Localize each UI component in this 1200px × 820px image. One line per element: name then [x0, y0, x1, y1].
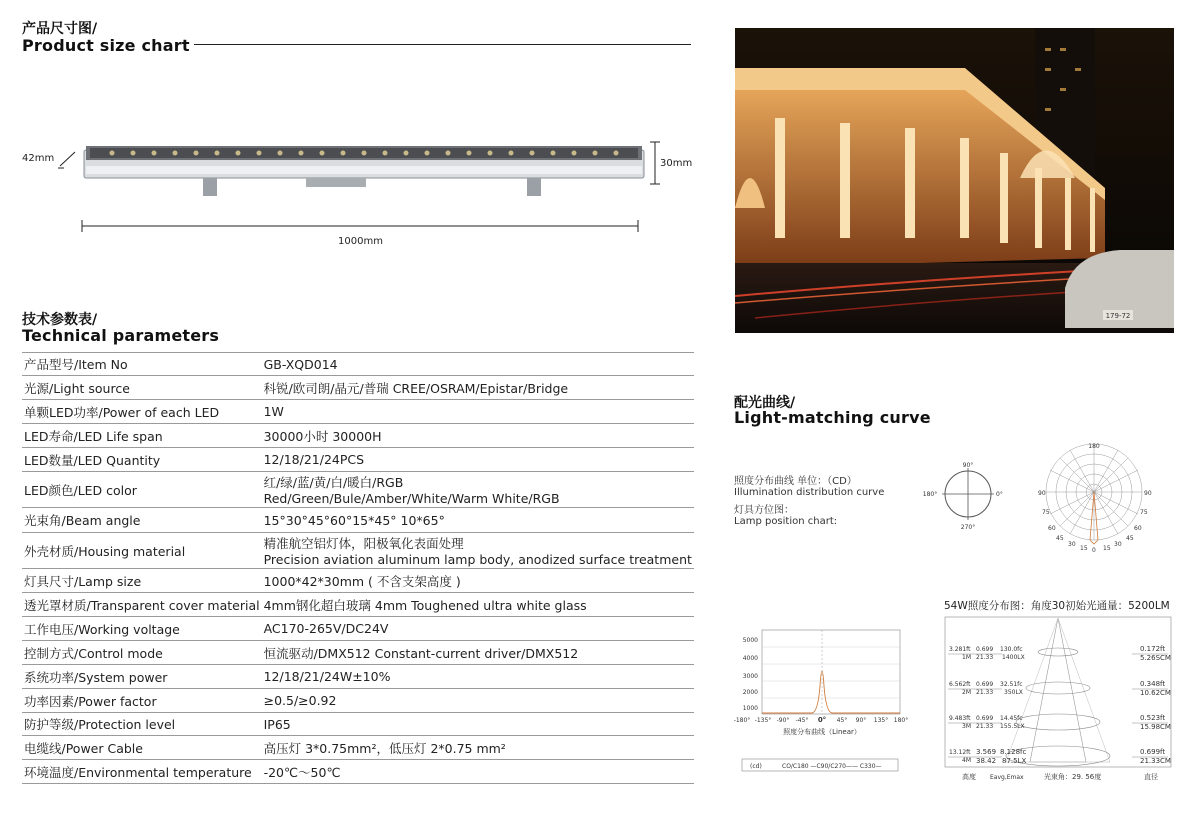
cone-chart-title: 54W照度分布图：角度30初始光通量：5200LM — [944, 600, 1170, 612]
cone-footer-height: 高度 — [962, 773, 976, 781]
cone-fc: 130.0fc — [1000, 646, 1023, 653]
table-row — [22, 760, 694, 784]
compass-right: 0° — [996, 491, 1003, 498]
tech-title-cn: 技术参数表/ — [22, 312, 98, 328]
linear-x-tick: 0° — [817, 716, 827, 724]
linear-x-tick: 135° — [873, 717, 889, 724]
tech-title-en: Technical parameters — [22, 326, 220, 345]
linear-x-tick: -180° — [733, 717, 751, 724]
spec-label: LED颜色/LED color — [22, 472, 262, 508]
dim-length-label: 1000mm — [338, 236, 383, 247]
spec-label: 单颗LED功率/Power of each LED — [22, 400, 262, 424]
table-row — [22, 376, 694, 400]
polar-label: 90 — [1038, 490, 1046, 497]
spec-value: 15°30°45°60°15*45° 10*65° — [262, 508, 694, 533]
cone-lx: 87.5LX — [1002, 757, 1027, 765]
linear-distribution-chart — [732, 626, 912, 776]
table-row — [22, 353, 694, 376]
cone-fc: 14.45fc — [1000, 715, 1023, 722]
spec-value — [262, 533, 694, 569]
polar-label: 15 — [1103, 545, 1111, 552]
table-row — [22, 665, 694, 689]
spec-value: -20℃～50℃ — [262, 760, 694, 784]
spec-label: 光源/Light source — [22, 376, 262, 400]
size-chart-rule — [194, 44, 691, 45]
spec-value: 12/18/21/24PCS — [262, 448, 694, 472]
cone-dcm: 5.26SCM — [1140, 654, 1171, 662]
linear-x-tick: 45° — [836, 717, 848, 724]
illum-curve-en: Illumination distribution curve — [734, 487, 885, 498]
spec-value: ≥0.5/≥0.92 — [262, 689, 694, 713]
polar-label: 0 — [1092, 547, 1096, 554]
cone-m: 1M — [962, 654, 971, 661]
spec-label: 防护等级/Protection level — [22, 713, 262, 736]
compass-top: 90° — [962, 462, 974, 469]
compass-left: 180° — [922, 491, 938, 498]
table-row — [22, 472, 694, 508]
spec-value-line1: 红/绿/蓝/黄/白/暖白/RGB — [263, 475, 404, 490]
spec-label: 外壳材质/Housing material — [22, 533, 262, 569]
lamp-position-compass — [920, 458, 1010, 534]
size-chart-title-cn: 产品尺寸图/ — [22, 21, 98, 37]
polar-label: 45 — [1056, 535, 1064, 542]
lamp-pos-cn: 灯具方位图： — [734, 505, 794, 516]
size-chart-title-en: Product size chart — [22, 36, 190, 55]
legend-unit: (cd) — [750, 763, 762, 770]
spec-value — [262, 472, 694, 508]
table-row — [22, 400, 694, 424]
cone-a: 0.699 — [976, 681, 994, 688]
table-row — [22, 448, 694, 472]
spec-label: LED数量/LED Quantity — [22, 448, 262, 472]
linear-y-tick: 4000 — [742, 655, 758, 662]
building-night-photo — [735, 28, 1174, 333]
cone-dcm: 10.62CM — [1140, 689, 1171, 697]
cone-ft: 3.281ft — [949, 646, 971, 653]
spec-label: 产品型号/Item No — [22, 353, 262, 376]
spec-value-line1: 精准航空铝灯体，阳极氧化表面处理 — [263, 536, 464, 551]
spec-value: 恒流驱动/DMX512 Constant-current driver/DMX512 — [262, 641, 694, 665]
polar-label: 180 — [1088, 443, 1100, 450]
cone-dft: 0.348ft — [1140, 680, 1166, 688]
cone-lx: 350LX — [1004, 689, 1023, 696]
spec-label: 灯具尺寸/Lamp size — [22, 569, 262, 593]
spec-label: 光束角/Beam angle — [22, 508, 262, 533]
spec-label: 透光罩材质/Transparent cover material — [22, 593, 262, 617]
polar-label: 75 — [1042, 509, 1050, 516]
table-row — [22, 508, 694, 533]
car-plate: 179-72 — [1105, 312, 1131, 320]
linear-y-tick: 1000 — [742, 705, 758, 712]
cone-m: 2M — [962, 689, 971, 696]
cone-dft: 0.699ft — [1140, 748, 1166, 756]
dim-height-label: 30mm — [660, 158, 693, 169]
cone-footer-eavg: Eavg,Emax — [990, 774, 1024, 781]
spec-value: 4mm钢化超白玻璃 4mm Toughened ultra white glass — [262, 593, 694, 617]
linear-y-tick: 2000 — [742, 689, 758, 696]
cone-dft: 0.523ft — [1140, 714, 1166, 722]
polar-label: 30 — [1068, 541, 1076, 548]
polar-label: 75 — [1140, 509, 1148, 516]
linear-x-tick: -45° — [795, 717, 809, 724]
spec-label: 工作电压/Working voltage — [22, 617, 262, 641]
polar-label: 30 — [1114, 541, 1122, 548]
compass-bottom: 270° — [960, 524, 976, 531]
cone-b: 21.33 — [976, 723, 994, 730]
table-row — [22, 736, 694, 760]
cone-lx: 1400LX — [1002, 654, 1025, 661]
spec-table — [22, 352, 694, 784]
table-row — [22, 713, 694, 736]
lamp-pos-en: Lamp position chart: — [734, 516, 838, 527]
spec-label: LED寿命/LED Life span — [22, 424, 262, 448]
spec-value: 1W — [262, 400, 694, 424]
dim-depth-label: 42mm — [22, 153, 55, 164]
cone-a: 0.699 — [976, 646, 994, 653]
cone-dcm: 15.98CM — [1140, 723, 1171, 731]
linear-y-tick: 3000 — [742, 673, 758, 680]
cone-b: 21.33 — [976, 689, 994, 696]
spec-value: 科锐/欧司朗/晶元/普瑞 CREE/OSRAM/Epistar/Bridge — [262, 376, 694, 400]
linear-x-tick: 90° — [855, 717, 867, 724]
cone-distribution-chart — [944, 616, 1172, 786]
cone-footer-diameter: 直径 — [1144, 773, 1158, 781]
spec-value: GB-XQD014 — [262, 353, 694, 376]
cone-a: 0.699 — [976, 715, 994, 722]
cone-ft: 6.562ft — [949, 681, 971, 688]
polar-label: 45 — [1126, 535, 1134, 542]
spec-value: 1000*42*30mm ( 不含支架高度 ) — [262, 569, 694, 593]
polar-label: 60 — [1134, 525, 1142, 532]
table-row — [22, 424, 694, 448]
linear-y-tick: 5000 — [742, 637, 758, 644]
linear-x-tick: 180° — [893, 717, 909, 724]
polar-label: 90 — [1144, 490, 1152, 497]
spec-value-line2: Red/Green/Bule/Amber/White/Warm White/RGB — [263, 491, 560, 506]
table-row — [22, 689, 694, 713]
cone-dcm: 21.33CM — [1140, 757, 1171, 765]
table-row — [22, 569, 694, 593]
linear-caption: 照度分布曲线（Linear） — [783, 728, 861, 736]
cone-footer-beam: 光束角：29. 56度 — [1044, 773, 1102, 781]
table-row — [22, 617, 694, 641]
spec-value-line2: Precision aviation aluminum lamp body, anodized surface treatment — [263, 552, 692, 567]
polar-distribution-chart — [1030, 440, 1160, 556]
table-row — [22, 593, 694, 617]
spec-label: 控制方式/Control mode — [22, 641, 262, 665]
cone-ft: 9.483ft — [949, 715, 971, 722]
linear-x-tick: -90° — [776, 717, 790, 724]
spec-value: 30000小时 30000H — [262, 424, 694, 448]
cone-a: 3.569 — [976, 748, 997, 756]
cone-b: 21.33 — [976, 654, 994, 661]
cone-m: 3M — [962, 723, 971, 730]
spec-label: 系统功率/System power — [22, 665, 262, 689]
cone-b: 38.42 — [976, 757, 997, 765]
spec-value: 高压灯 3*0.75mm²，低压灯 2*0.75 mm² — [262, 736, 694, 760]
table-row — [22, 641, 694, 665]
legend-series: CO/C180 —C90/C270—— C330— — [782, 763, 882, 770]
cone-lx: 155.5LX — [1000, 723, 1025, 730]
spec-value: IP65 — [262, 713, 694, 736]
cone-ft: 13.12ft — [949, 749, 971, 756]
illum-curve-cn: 照度分布曲线 单位：（CD） — [734, 476, 857, 487]
table-row — [22, 533, 694, 569]
spec-value: AC170-265V/DC24V — [262, 617, 694, 641]
cone-fc: 8.128fc — [1000, 748, 1027, 756]
polar-label: 60 — [1048, 525, 1056, 532]
spec-label: 电缆线/Power Cable — [22, 736, 262, 760]
polar-label: 15 — [1080, 545, 1088, 552]
spec-value: 12/18/21/24W±10% — [262, 665, 694, 689]
cone-fc: 32.51fc — [1000, 681, 1023, 688]
curve-title-en: Light-matching curve — [734, 408, 931, 427]
spec-label: 环境温度/Environmental temperature — [22, 760, 262, 784]
cone-dft: 0.172ft — [1140, 645, 1166, 653]
curve-title-cn: 配光曲线/ — [734, 395, 796, 411]
cone-m: 4M — [962, 757, 971, 764]
spec-label: 功率因素/Power factor — [22, 689, 262, 713]
linear-x-tick: -135° — [754, 717, 772, 724]
